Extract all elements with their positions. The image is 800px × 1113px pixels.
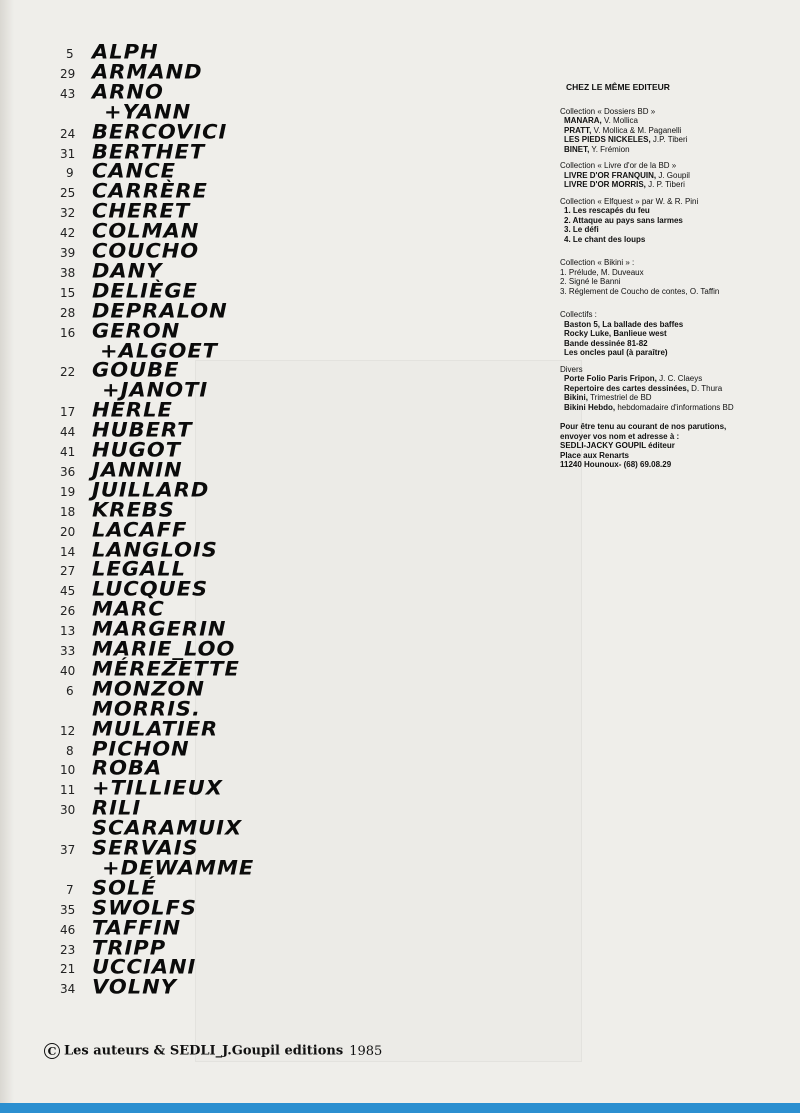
author-page-number: 10 <box>60 763 76 778</box>
author-page-number: 15 <box>60 285 76 300</box>
collection-elfquest <box>560 197 792 245</box>
author-page-number: 12 <box>60 723 76 738</box>
catalog-item: 4. Le chant des loups <box>564 234 646 244</box>
author-page-number: 34 <box>60 982 76 997</box>
author-page-number: 33 <box>60 644 76 658</box>
catalog-item: MANARA, V. Mollica <box>564 116 638 125</box>
author-page-number: 29 <box>60 66 76 81</box>
catalog-item: Les oncles paul (à paraître) <box>564 348 668 357</box>
author-name: ALPH <box>92 40 159 64</box>
author-name: LANGLOIS <box>92 538 218 561</box>
author-page-number: 11 <box>60 783 76 798</box>
author-name: MARIE_LOO <box>92 637 236 661</box>
author-name: GERON <box>92 319 181 342</box>
catalog-item: Porte Folio Paris Fripon, J. C. Claeys <box>564 374 703 383</box>
author-page-number: 37 <box>60 843 76 857</box>
author-name: SOLÉ <box>92 876 157 900</box>
author-name: +JANOTI <box>102 378 209 402</box>
author-name: ARMAND <box>92 60 203 84</box>
author-page-number: 39 <box>60 246 76 260</box>
author-name: DEPRALON <box>92 299 228 323</box>
author-name: CANCE <box>92 159 176 183</box>
author-page-number: 42 <box>60 226 76 241</box>
author-name: +DEWAMME <box>102 856 255 880</box>
author-name: TRIPP <box>92 936 167 959</box>
contact-line: Pour être tenu au courant de nos parutions, <box>560 422 727 431</box>
catalog-item: LIVRE D'OR MORRIS, J. P. Tiberi <box>564 180 685 189</box>
catalog-item: LIVRE D'OR FRANQUIN, J. Goupil <box>564 170 690 180</box>
author-page-number: 25 <box>60 186 76 201</box>
contact-line: envoyer vos nom et adresse à : <box>560 431 680 441</box>
contact-line: Place aux Renarts <box>560 450 629 460</box>
author-name: VOLNY <box>92 975 177 999</box>
author-name: LEGALL <box>92 557 186 581</box>
author-name: ROBA <box>92 756 163 780</box>
author-name: HUBERT <box>92 418 193 442</box>
collection-title: Collection « Livre d'or de la BD » <box>560 161 677 170</box>
author-name: MÉREZETTE <box>92 657 240 681</box>
catalog-item: Baston 5, La ballade des baffes <box>564 319 684 329</box>
collection-livre-or <box>560 161 792 190</box>
author-list <box>0 0 260 1000</box>
author-name: UCCIANI <box>92 955 197 979</box>
author-name: HERLE <box>92 398 173 422</box>
collection-title: Collection « Elfquest » par W. & R. Pini <box>560 196 699 206</box>
author-name: MARC <box>92 597 165 621</box>
author-page-number: 41 <box>60 445 76 459</box>
author-name: BERTHET <box>92 140 206 163</box>
catalog-item: BINET, Y. Frémion <box>564 144 630 154</box>
author-name: CHERET <box>92 199 191 223</box>
author-page-number: 40 <box>60 663 76 678</box>
catalog-item: 3. Réglement de Coucho de contes, O. Taffin <box>560 286 720 296</box>
author-name: JUILLARD <box>92 478 210 502</box>
author-page-number: 24 <box>60 126 76 141</box>
author-page-number: 22 <box>60 365 76 380</box>
author-row <box>0 975 260 999</box>
author-name: +TILLIEUX <box>92 776 223 800</box>
author-name: +YANN <box>104 100 192 124</box>
contact-line: SEDLI-JACKY GOUPIL éditeur <box>560 441 675 450</box>
catalog-item: Rocky Luke, Banlieue west <box>564 329 667 338</box>
author-name: MONZON <box>92 677 205 701</box>
author-name: COLMAN <box>92 219 200 243</box>
author-name: MORRIS. <box>92 697 202 721</box>
author-name: LACAFF <box>92 518 188 541</box>
author-name: COUCHO <box>92 239 200 263</box>
catalog-item: 2. Attaque au pays sans larmes <box>564 215 683 225</box>
author-page-number: 44 <box>60 425 76 440</box>
author-page-number: 7 <box>66 882 74 897</box>
divers <box>560 365 792 413</box>
author-page-number: 38 <box>60 265 76 280</box>
collection-title: Divers <box>560 364 583 374</box>
author-page-number: 30 <box>60 803 76 818</box>
author-name: CARRÈRE <box>92 179 208 203</box>
author-name: MARGERIN <box>92 617 227 641</box>
author-page-number: 18 <box>60 504 76 519</box>
catalog-item: 1. Les rescapés du feu <box>564 206 650 215</box>
author-page-number: 17 <box>60 405 76 420</box>
author-page-number: 26 <box>60 604 76 619</box>
catalog-item: 2. Signé le Banni <box>560 277 621 286</box>
collectifs <box>560 310 792 358</box>
bottom-edge-band <box>0 1103 800 1113</box>
author-page-number: 14 <box>60 544 76 559</box>
author-page-number: 13 <box>60 624 76 639</box>
copyright-icon: C <box>44 1043 60 1059</box>
author-page-number: 27 <box>60 564 76 579</box>
contact-block <box>560 422 792 470</box>
author-name: LUCQUES <box>92 577 209 601</box>
author-name: HUGOT <box>92 438 182 462</box>
author-page-number: 31 <box>60 146 76 161</box>
author-page-number: 36 <box>60 464 76 479</box>
author-name: SERVAIS <box>92 836 199 860</box>
copyright-line <box>44 1043 382 1059</box>
author-name: DANY <box>92 259 163 283</box>
author-page-number: 19 <box>60 484 76 499</box>
author-page-number: 20 <box>60 524 76 539</box>
author-page-number: 6 <box>66 683 74 698</box>
catalog-heading: CHEZ LE MÊME EDITEUR <box>566 82 670 92</box>
collection-title: Collection « Dossiers BD » <box>560 106 656 116</box>
catalog-item: LES PIEDS NICKELES, J.P. Tiberi <box>564 135 688 144</box>
author-name: KREBS <box>92 498 175 522</box>
author-name: RILI <box>92 796 142 820</box>
author-page-number: 9 <box>66 166 74 181</box>
author-page-number: 21 <box>60 962 76 977</box>
author-page-number: 28 <box>60 305 76 320</box>
catalog-item: Bikini, Trimestriel de BD <box>564 393 652 402</box>
author-name: BERCOVICI <box>92 120 228 143</box>
author-page-number: 35 <box>60 902 76 917</box>
catalog-item: 3. Le défi <box>564 225 599 234</box>
publisher-catalog <box>560 83 792 477</box>
author-name: JANNIN <box>92 458 183 482</box>
author-name: SWOLFS <box>92 896 197 920</box>
author-page-number: 16 <box>60 325 76 340</box>
author-page-number: 5 <box>66 47 74 61</box>
catalog-item: Bande dessinée 81-82 <box>564 338 648 348</box>
author-name: ARNO <box>92 80 164 104</box>
author-page-number: 43 <box>60 86 76 101</box>
catalog-item: 1. Prélude, M. Duveaux <box>560 267 644 277</box>
collection-title: Collectifs : <box>560 310 597 319</box>
author-name: PICHON <box>92 737 190 760</box>
catalog-item: Repertoire des cartes dessinées, D. Thura <box>564 383 723 393</box>
author-page-number: 8 <box>66 743 74 758</box>
copyright-text: Les auteurs & SEDLI_J.Goupil editions <box>64 1043 344 1059</box>
author-page-number: 32 <box>60 206 76 221</box>
author-name: DELIÈGE <box>92 279 198 303</box>
author-name: +ALGOET <box>100 339 218 362</box>
copyright-year: 1985 <box>349 1043 383 1059</box>
author-name: MULATIER <box>92 717 219 740</box>
author-name: GOUBE <box>92 358 180 382</box>
collection-bikini <box>560 258 792 296</box>
catalog-item: PRATT, V. Mollica & M. Paganelli <box>564 125 682 135</box>
author-page-number: 23 <box>60 942 76 957</box>
catalog-item: Bikini Hebdo, hebdomadaire d'informations BD <box>564 402 734 412</box>
author-name: TAFFIN <box>92 916 182 939</box>
contact-line: 11240 Hounoux- (68) 69.08.29 <box>560 460 672 469</box>
collection-dossiers-bd <box>560 107 792 155</box>
author-name: SCARAMUIX <box>92 816 243 840</box>
author-page-number: 46 <box>60 922 76 937</box>
author-page-number: 45 <box>60 584 76 599</box>
collection-title: Collection « Bikini » : <box>560 258 635 267</box>
